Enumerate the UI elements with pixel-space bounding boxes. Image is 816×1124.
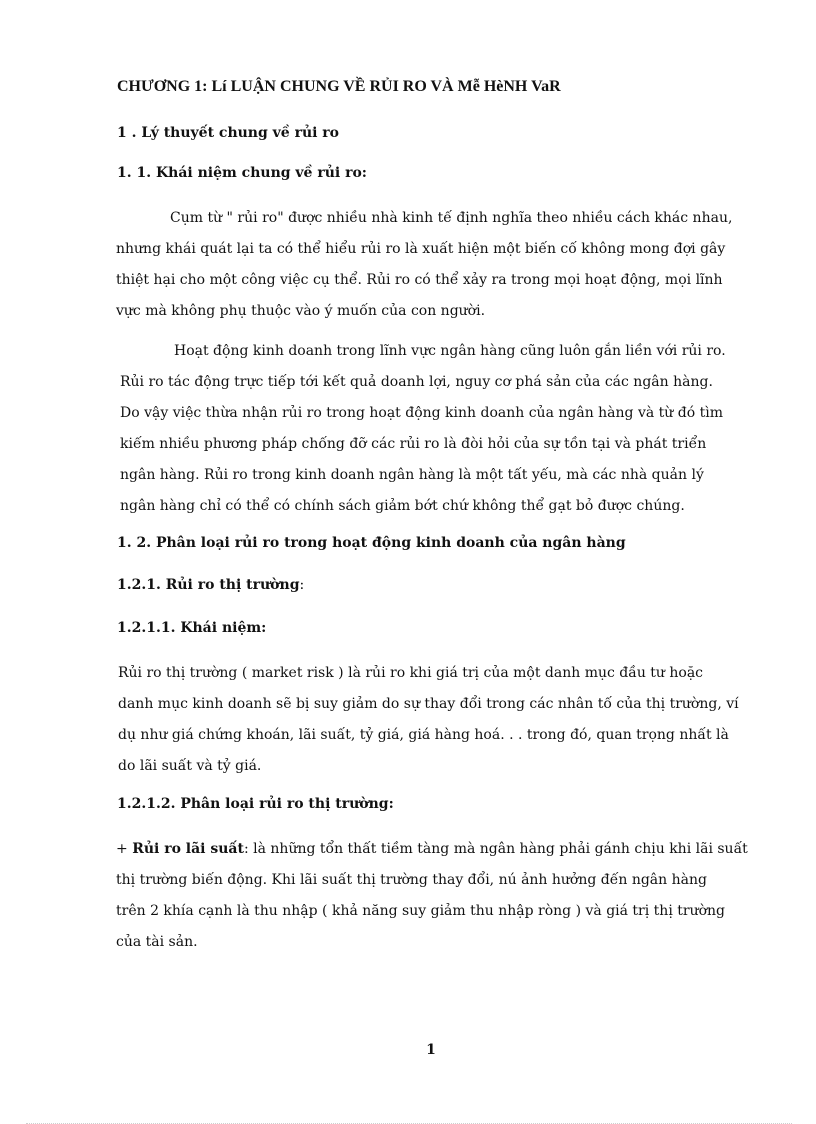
section-heading-1-2-1-1: 1.2.1.1. Khái niệm: bbox=[117, 620, 267, 636]
paragraph-2 bbox=[120, 336, 750, 522]
paragraph-line: ngân hàng. Rủi ro trong kinh doanh ngân hàng là một tất yếu, mà các nhà quản lý bbox=[120, 467, 704, 483]
paragraph-line: do lãi suất và tỷ giá. bbox=[118, 758, 262, 774]
section-heading-1-1: 1. 1. Khái niệm chung về rủi ro: bbox=[117, 165, 367, 181]
chapter-title: CHƯƠNG 1: Lí LUẬN CHUNG VỀ RỦI RO VÀ Mễ HèNH VaR bbox=[117, 78, 561, 95]
term-interest-rate-risk: Rủi ro lãi suất bbox=[132, 841, 244, 857]
paragraph-line: dụ như giá chứng khoán, lãi suất, tỷ giá, giá hàng hoá. . . trong đó, quan trọng nhất là bbox=[118, 727, 729, 743]
section-heading-1-2-1-colon: : bbox=[299, 577, 305, 593]
paragraph-line: danh mục kinh doanh sẽ bị suy giảm do sự thay đổi trong các nhân tố của thị trường, ví bbox=[118, 696, 739, 712]
paragraph-line: của tài sản. bbox=[116, 934, 198, 950]
page-number: 1 bbox=[426, 1042, 436, 1058]
paragraph-line: nhưng khái quát lại ta có thể hiểu rủi ro là xuất hiện một biến cố không mong đợi gây bbox=[116, 241, 726, 257]
section-heading-1-2: 1. 2. Phân loại rủi ro trong hoạt động kinh doanh của ngân hàng bbox=[117, 535, 626, 551]
section-heading-1-2-1-bold: 1.2.1. Rủi ro thị trường bbox=[117, 577, 300, 593]
paragraph-line: ngân hàng chỉ có thể có chính sách giảm bớt chứ không thể gạt bỏ được chúng. bbox=[120, 498, 685, 514]
paragraph-line: Hoạt động kinh doanh trong lĩnh vực ngân hàng cũng luôn gắn liền với rủi ro. bbox=[174, 343, 726, 359]
paragraph-line: kiếm nhiều phương pháp chống đỡ các rủi ro là đòi hỏi của sự tồn tại và phát triển bbox=[120, 436, 707, 452]
section-heading-1-2-1 bbox=[117, 577, 304, 593]
paragraph-line: trên 2 khía cạnh là thu nhập ( khả năng suy giảm thu nhập ròng ) và giá trị thị trường bbox=[116, 903, 725, 919]
paragraph-3 bbox=[118, 658, 748, 782]
paragraph-1 bbox=[116, 203, 746, 327]
paragraph-line: vực mà không phụ thuộc vào ý muốn của con người. bbox=[116, 303, 486, 319]
paragraph-line: Rủi ro thị trường ( market risk ) là rủi ro khi giá trị của một danh mục đầu tư hoặc bbox=[118, 665, 704, 681]
paragraph-4 bbox=[116, 834, 746, 958]
paragraph-line: thị trường biến động. Khi lãi suất thị trường thay đổi, nú ảnh hưởng đến ngân hàng bbox=[116, 872, 707, 888]
section-heading-1: 1 . Lý thuyết chung về rủi ro bbox=[117, 125, 340, 141]
section-heading-1-2-1-2: 1.2.1.2. Phân loại rủi ro thị trường: bbox=[117, 796, 394, 812]
paragraph-line: thiệt hại cho một công việc cụ thể. Rủi ro có thể xảy ra trong mọi hoạt động, mọi lĩnh bbox=[116, 272, 723, 288]
paragraph-line: Rủi ro tác động trực tiếp tới kết quả doanh lợi, nguy cơ phá sản của các ngân hàng. bbox=[120, 374, 713, 390]
paragraph-line: Cụm từ " rủi ro" được nhiều nhà kinh tế định nghĩa theo nhiều cách khác nhau, bbox=[170, 210, 733, 226]
definition-text: : là những tổn thất tiềm tàng mà ngân hàng phải gánh chịu khi lãi suất bbox=[243, 841, 748, 857]
paragraph-line: Do vậy việc thừa nhận rủi ro trong hoạt động kinh doanh của ngân hàng và từ đó tìm bbox=[120, 405, 723, 421]
bullet-plus: + bbox=[116, 841, 133, 857]
paragraph-line bbox=[116, 834, 746, 865]
